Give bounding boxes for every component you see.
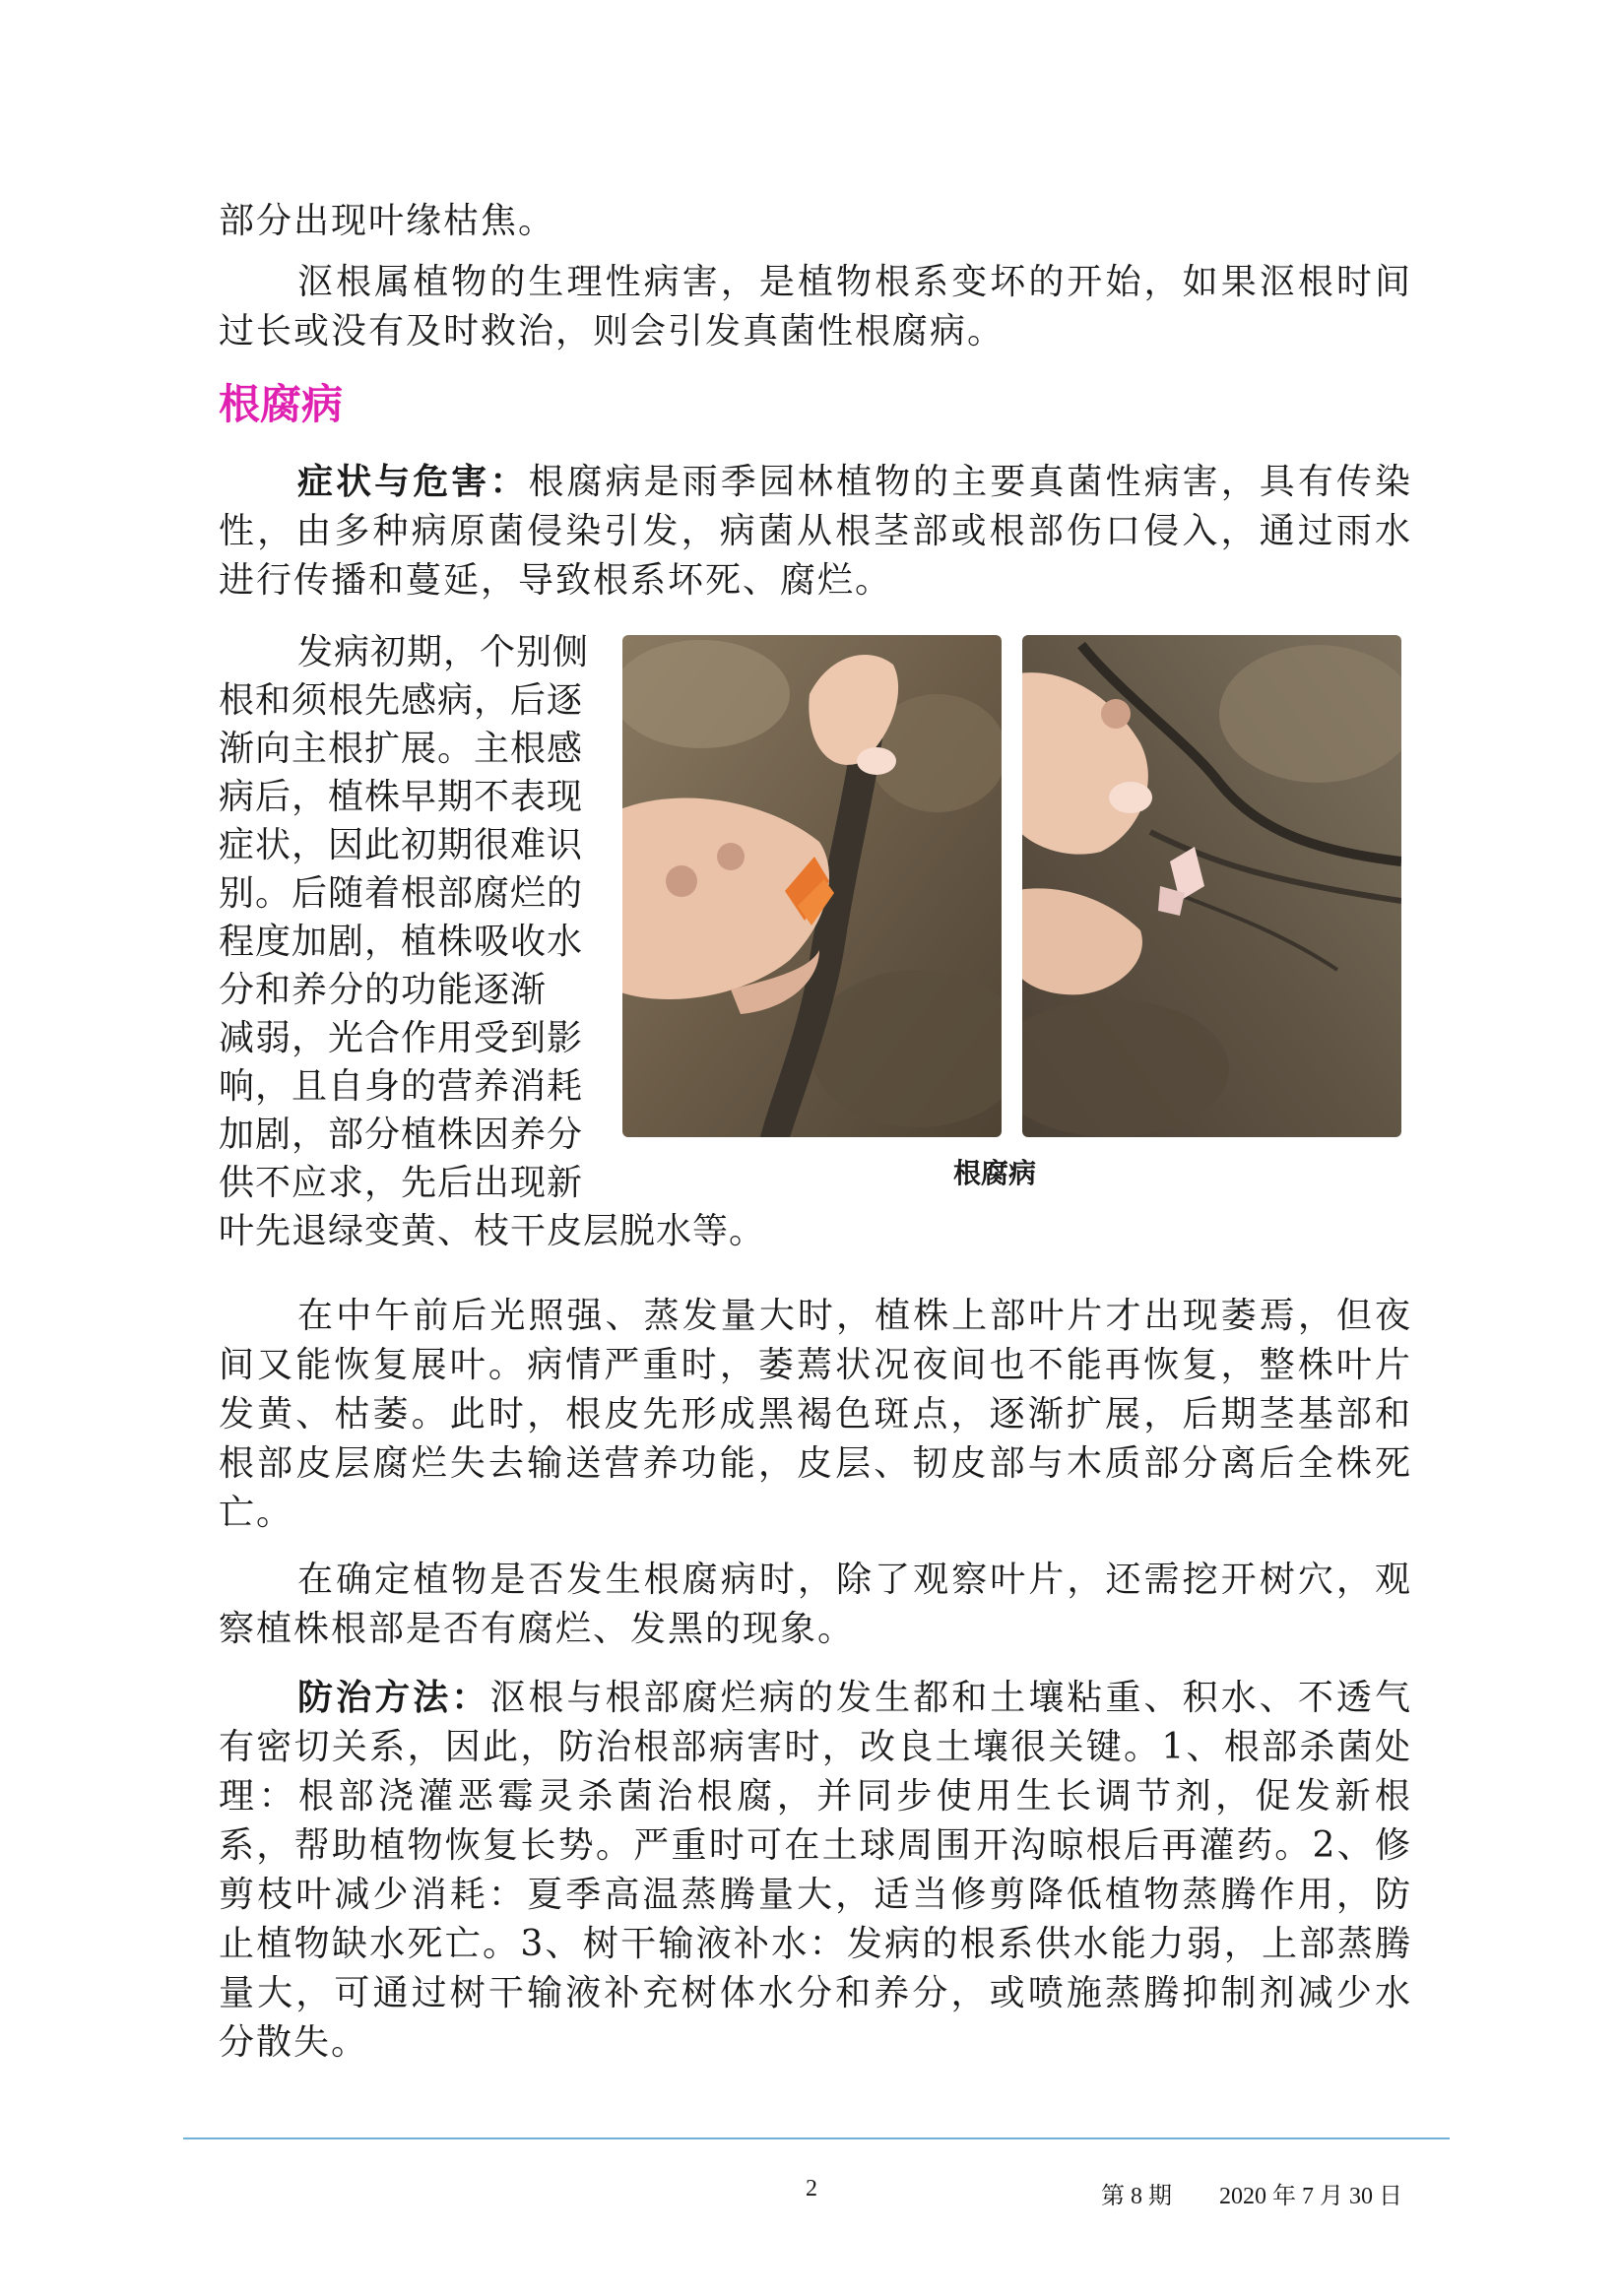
paragraph-symptoms (219, 458, 1412, 606)
control-lead: 防治方法： (297, 1678, 490, 1718)
early-line: 减弱，光合作用受到影 (219, 1018, 584, 1058)
photo-caption: 根腐病 (952, 1157, 1036, 1189)
early-line: 叶先退绿变黄、枝干皮层脱水等。 (219, 1211, 766, 1251)
footer-rule (183, 2137, 1450, 2139)
early-line: 发病初期，个别侧 (297, 632, 590, 672)
early-line: 病后，植株早期不表现 (219, 777, 584, 817)
control-text: 沤根与根部腐烂病的发生都和土壤粘重、积水、不透气有密切关系，因此，防治根部病害时，改良土壤很关键。1、根部杀菌处理：根部浇灌恶霉灵杀菌治根腐，并同步使用生长调节剂，促发新根系，帮助植物恢复长势。严重时可在土球周围开沟晾根后再灌药。2、修剪枝叶减少消耗：夏季高温蒸腾量大，适当修剪降低植物蒸腾作用，防止植物缺水死亡。3、树干输液补水：发病的根系供水能力弱，上部蒸腾量大，可通过树干输液补充树体水分和养分，或喷施蒸腾抑制剂减少水分散失。 (219, 1678, 1412, 2063)
paragraph-tail: 部分出现叶缘枯焦。 (219, 201, 556, 241)
issue-date: 2020 年 7 月 30 日 (1219, 2184, 1402, 2209)
symptom-text: 根腐病是雨季园林植物的主要真菌性病害，具有传染性，由多种病原菌侵染引发，病菌从根茎部或根部伤口侵入，通过雨水进行传播和蔓延，导致根系坏死、腐烂。 (219, 462, 1412, 601)
paragraph-noon: 在中午前后光照强、蒸发量大时，植株上部叶片才出现萎焉，但夜间又能恢复展叶。病情严重时，萎蔫状况夜间也不能再恢复，整株叶片发黄、枯萎。此时，根皮先形成黑褐色斑点，逐渐扩展，后期茎基部和根部皮层腐烂失去输送营养功能，皮层、韧皮部与木质部分离后全株死亡。 (219, 1296, 1412, 1533)
early-line: 分和养分的功能逐渐 (219, 970, 548, 1010)
early-line: 别。后随着根部腐烂的 (219, 873, 584, 914)
early-line: 响，且自身的营养消耗 (219, 1066, 584, 1107)
paragraph-early-stage (219, 628, 766, 1255)
early-line: 供不应求，先后出现新 (219, 1163, 584, 1203)
root-rot-photo-right (1022, 635, 1401, 1137)
early-line: 加剧，部分植株因养分 (219, 1115, 584, 1155)
symptom-lead: 症状与危害： (297, 462, 529, 502)
early-line: 根和须根先感病，后逐 (219, 680, 584, 721)
issue-number: 第 8 期 (1101, 2184, 1172, 2209)
early-line: 渐向主根扩展。主根感 (219, 729, 584, 769)
paragraph-check: 在确定植物是否发生根腐病时，除了观察叶片，还需挖开树穴，观察植株根部是否有腐烂、发黑的现象。 (219, 1560, 1412, 1649)
paragraph-control (219, 1674, 1412, 2068)
early-line: 程度加剧，植株吸收水 (219, 922, 584, 962)
early-line: 症状，因此初期很难识 (219, 825, 584, 865)
root-rot-photo-left (622, 635, 1002, 1137)
section-heading: 根腐病 (219, 380, 344, 428)
page-number: 2 (806, 2176, 817, 2201)
paragraph-waterlog: 沤根属植物的生理性病害，是植物根系变坏的开始，如果沤根时间过长或没有及时救治，则会引发真菌性根腐病。 (219, 262, 1412, 351)
